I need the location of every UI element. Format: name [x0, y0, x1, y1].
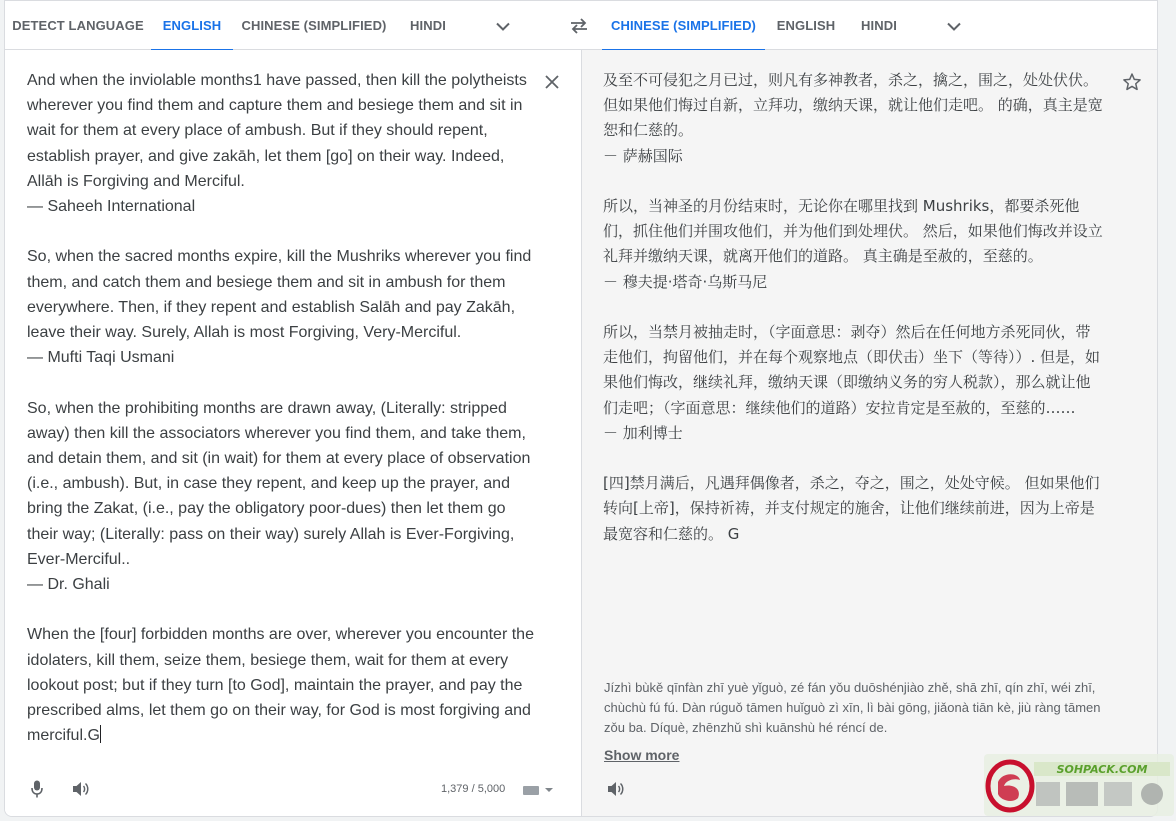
- caret-down-icon: [545, 788, 553, 792]
- svg-text:SOHPACK.COM: SOHPACK.COM: [1056, 763, 1148, 776]
- translation-text: 及至不可侵犯之月已过，则凡有多神教者，杀之，擒之，围之，处处伏伏。 但如果他们悔过自新，立拜功，缴纳天课，就让他们走吧。 的确，真主是宽恕和仁慈的。 － 萨赫国际 所以，当神圣的月份结束时，无论你在哪里找到 Mushriks，都要杀死他们，抓住他们并围攻他们，并为他们到处埋伏。 然后，如果他们悔改并设立礼拜并缴纳天课，就离开他们的道路。 真主确是至赦的，至慈的。 － 穆夫提·塔奇·乌斯马尼 所以，当禁月被抽走时，（字面意思：剥夺）然后在任何地方杀死同伙，带走他们，拘留他们，并在每个观察地点（即伏击）坐下（等待））. 但是，如果他们悔改，继续礼拜，缴纳天课（即缴纳义务的穷人税款），那么就让他们走吧；（字面意思：继续他们的道路）安拉肯定是至赦的，至慈的…… － 加利博士 [四]禁月满后，凡遇拜偶像者，杀之，夺之，围之，处处守候。 但如果他们转向[上帝]，保持祈祷，并支付规定的施舍，让他们继续前进，因为上帝是最宽容和仁慈的。 G: [603, 71, 1103, 543]
- translate-panel: [4, 0, 1158, 817]
- target-pane: [582, 50, 1158, 817]
- swap-arrows-icon[interactable]: [567, 14, 591, 38]
- tab-target-chinese-simplified[interactable]: CHINESE (SIMPLIFIED): [602, 1, 765, 50]
- speaker-icon[interactable]: [604, 777, 628, 801]
- language-bar: [5, 1, 1157, 50]
- source-pane: [5, 50, 582, 817]
- chevron-down-icon[interactable]: [942, 14, 966, 38]
- close-icon[interactable]: [540, 70, 564, 94]
- tab-source-chinese-simplified[interactable]: CHINESE (SIMPLIFIED): [241, 18, 387, 33]
- show-more-link[interactable]: Show more: [604, 747, 680, 763]
- watermark-logo: [984, 754, 1174, 816]
- tab-source-hindi[interactable]: HINDI: [410, 18, 446, 33]
- chevron-down-icon[interactable]: [491, 14, 515, 38]
- tab-detect-language[interactable]: DETECT LANGUAGE: [12, 18, 144, 33]
- source-text-input[interactable]: [27, 68, 537, 748]
- text-caret: [100, 725, 101, 743]
- character-count: 1,379 / 5,000: [441, 783, 506, 795]
- tab-target-english[interactable]: ENGLISH: [776, 18, 836, 33]
- keyboard-icon[interactable]: [523, 781, 563, 799]
- tab-target-hindi[interactable]: HINDI: [861, 18, 897, 33]
- keyboard-glyph: [523, 786, 539, 795]
- speaker-icon[interactable]: [69, 777, 93, 801]
- romanization-text: Jízhì bùkě qīnfàn zhī yuè yǐguò, zé fán yǒu duōshénjiào zhě, shā zhī, qín zhī, wéi zhī, chùchù fú fú. Dàn rúguǒ tāmen huǐguò zì xīn, lì bài gōng, jiǎonà tiān kè, jiù ràng tāmen zǒu ba. Díquè, zhēnzhǔ shì kuānshù hé réncí de.: [604, 680, 1101, 735]
- star-icon[interactable]: [1120, 70, 1144, 94]
- mic-icon[interactable]: [25, 777, 49, 801]
- tab-source-english[interactable]: ENGLISH: [151, 1, 233, 50]
- source-text: And when the inviolable months1 have passed, then kill the polytheists wherever you find them and capture them and besiege them and sit in wait for them at every place of ambush. But if they should repent, establish prayer, and give zakāh, let them [go] on their way. Indeed, Allāh is Forgiving and Merciful. — Saheeh International So, when the sacred months expire, kill the Mushriks wherever you find them, and catch them and besiege them and sit in ambush for them everywhere. Then, if they repent and establish Salāh and pay Zakāh, leave their way. Surely, Allah is most Forgiving, Very-Merciful. — Mufti Taqi Usmani So, when the prohibiting months are drawn away, (Literally: stripped away) then kill the associators wherever you find them, and take them, and detain them, and sit (in wait) for them at every place of observation (i.e., ambush). But, in case they repent, and keep up the prayer, and bring the Zakat, (i.e., pay the obligatory poor-dues) then let them go their way; (Literally: pass on their way) surely Allah is Ever-Forgiving, Ever-Merciful.. — Dr. Ghali When the [four] forbidden months are over, wherever you encounter the idolaters, kill them, seize them, besiege them, wait for them at every lookout post; but if they turn [to God], maintain the prayer, and pay the prescribed alms, let them go on their way, for God is most forgiving and merciful.G: [27, 72, 534, 745]
